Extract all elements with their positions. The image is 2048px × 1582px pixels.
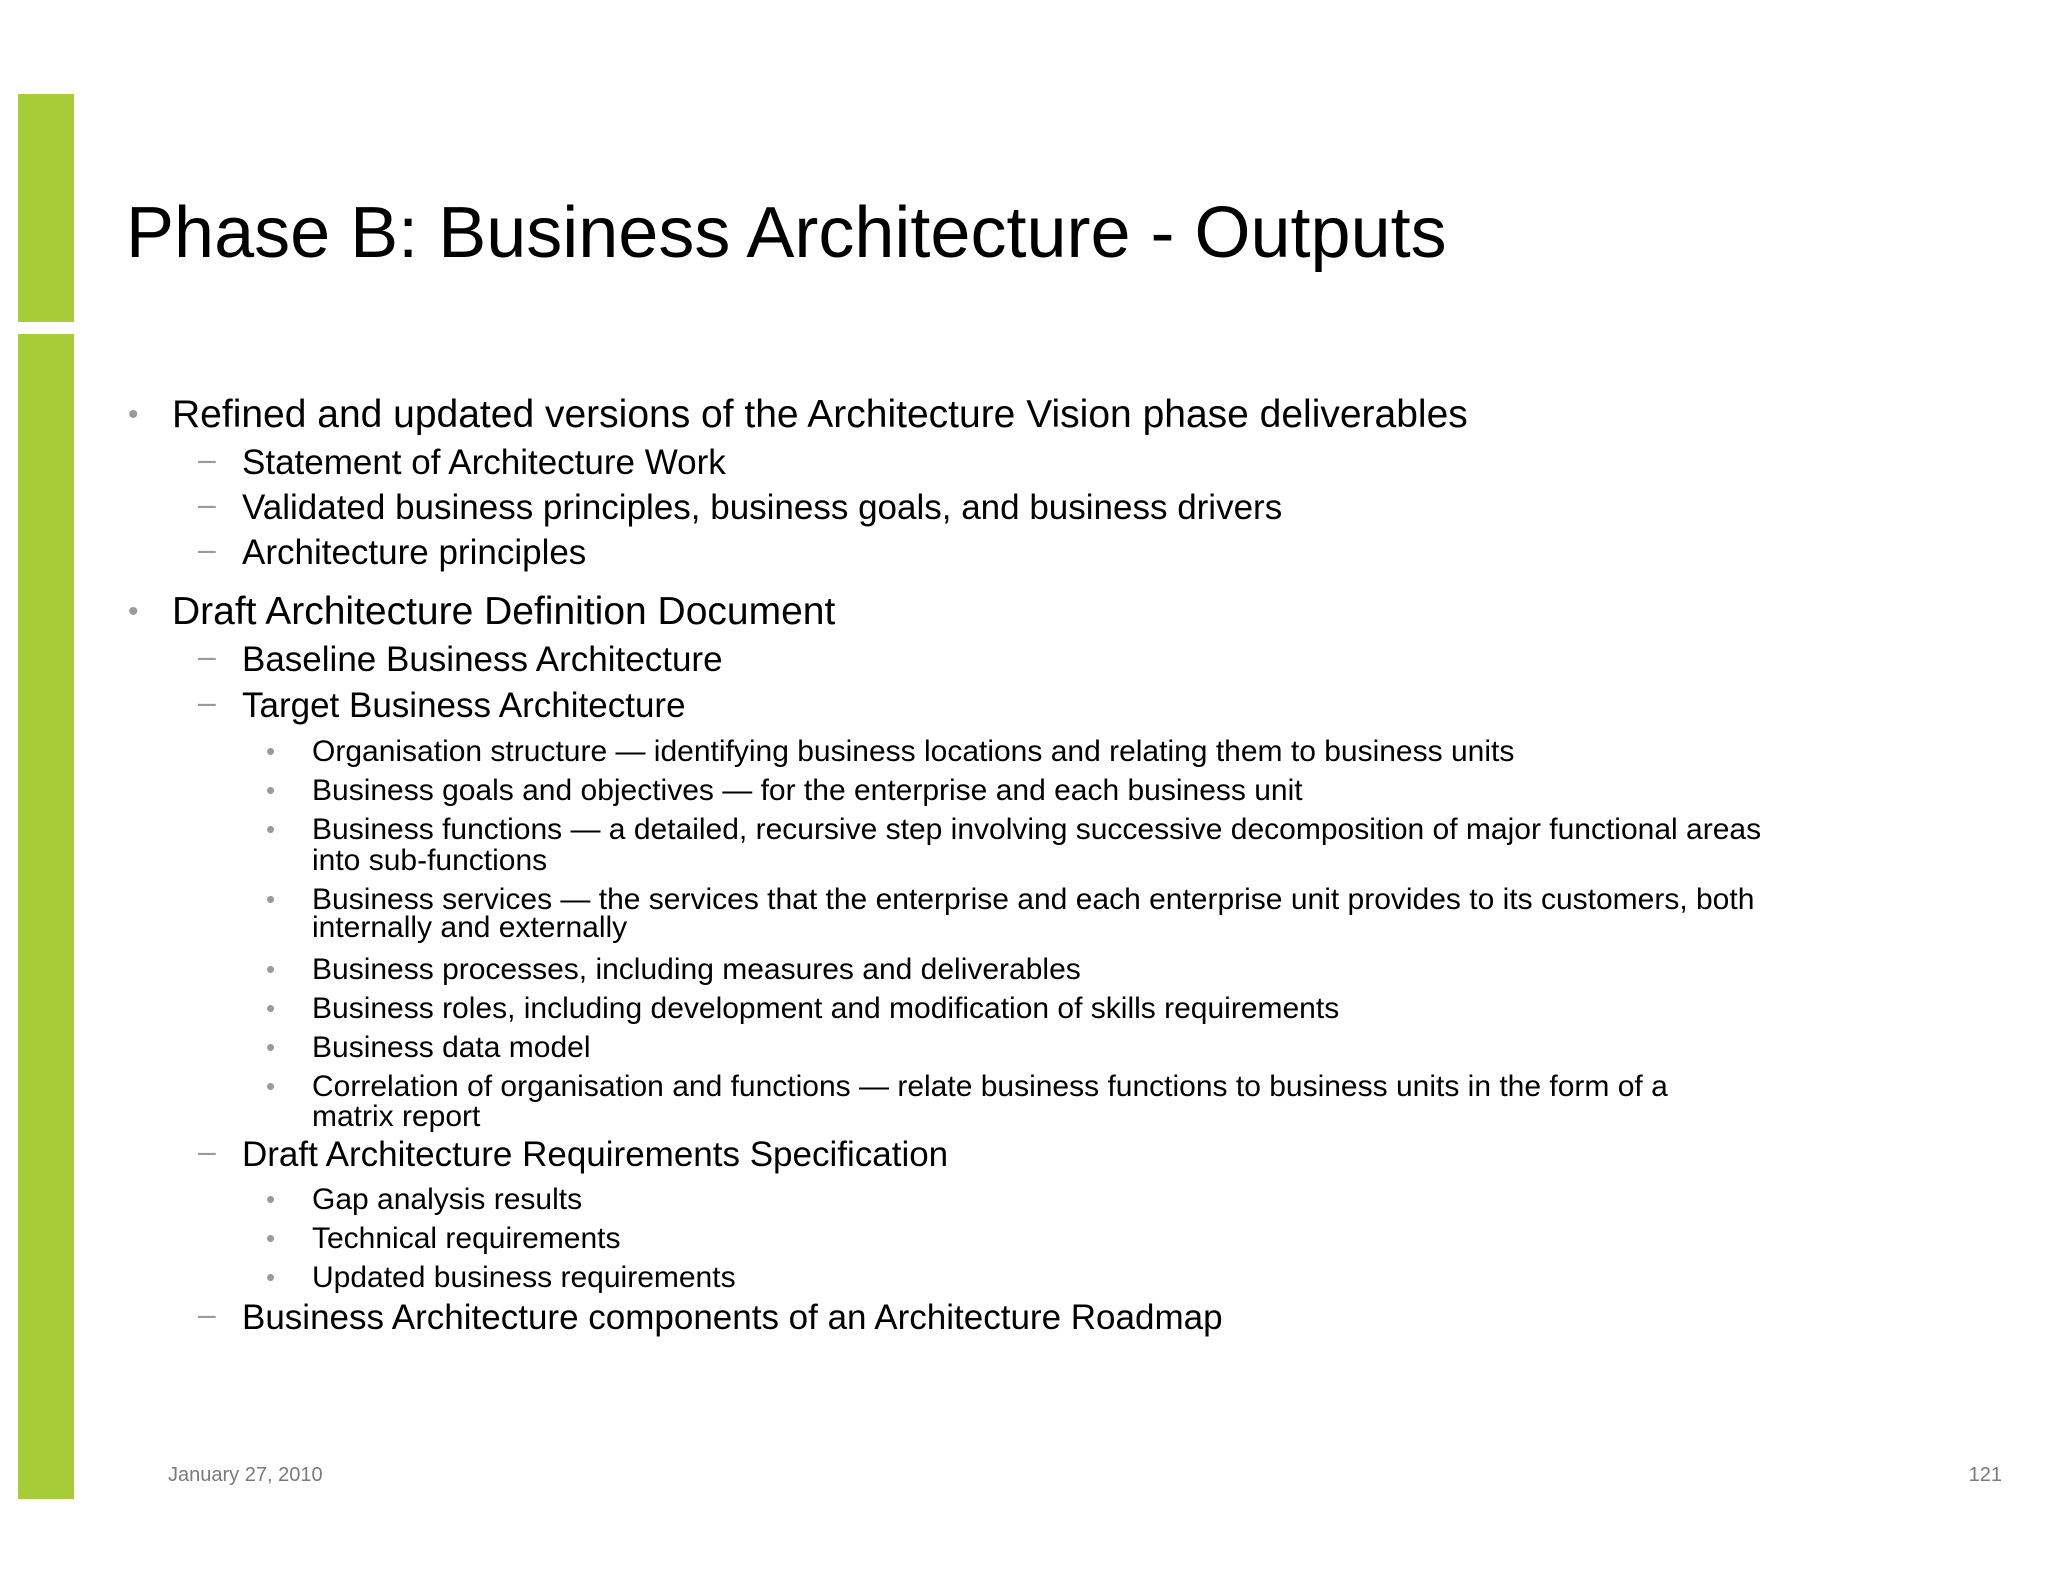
bullet-marker: •	[266, 814, 276, 844]
list-item-text: Business goals and objectives — for the enterprise and each business unit	[312, 774, 1303, 807]
sub-item-draft-ars	[198, 1133, 949, 1176]
list-item-text: Organisation structure — identifying business locations and relating them to business units	[312, 735, 1515, 768]
sub-item-text: Statement of Architecture Work	[242, 443, 726, 482]
sub-item-validated-principles	[198, 486, 1283, 529]
page-number: 121	[1968, 1464, 2002, 1486]
list-item-updated-requirements	[266, 1261, 736, 1294]
dash-marker: –	[198, 1296, 216, 1332]
bullet-marker: •	[266, 736, 276, 766]
dash-marker: –	[198, 684, 216, 720]
bullet-marker: •	[128, 398, 139, 431]
slide-title: Phase B: Business Architecture - Outputs	[126, 193, 1447, 273]
list-item-text: Technical requirements	[312, 1222, 621, 1255]
sub-item-text: Validated business principles, business goals, and business drivers	[242, 488, 1283, 527]
list-item-business-functions	[266, 813, 1762, 846]
bullet-text: Draft Architecture Definition Document	[172, 590, 836, 633]
bullet-marker: •	[266, 1184, 276, 1214]
dash-marker: –	[198, 638, 216, 674]
list-item-text: Business functions — a detailed, recursive step involving successive decomposition of major functional areas	[312, 813, 1762, 846]
list-item-text: Business roles, including development and modification of skills requirements	[312, 992, 1340, 1025]
list-item-business-services-cont	[312, 912, 627, 943]
bullet-marker: •	[266, 1032, 276, 1062]
list-item-business-processes	[266, 953, 1081, 986]
sub-item-text: Architecture principles	[242, 533, 587, 572]
sub-item-text: Baseline Business Architecture	[242, 640, 723, 679]
bullet-marker: •	[266, 1071, 276, 1101]
list-item-correlation	[266, 1070, 1668, 1103]
dash-marker: –	[198, 486, 216, 522]
list-item-organisation-structure	[266, 735, 1515, 768]
bullet-refined-deliverables	[128, 392, 1468, 438]
list-item-text: Gap analysis results	[312, 1183, 583, 1216]
dash-marker: –	[198, 1133, 216, 1169]
bullet-marker: •	[266, 1223, 276, 1253]
list-item-business-goals	[266, 774, 1303, 807]
accent-bar-top	[18, 94, 74, 322]
footer-date: January 27, 2010	[168, 1464, 323, 1486]
list-item-text: Business data model	[312, 1031, 591, 1064]
bullet-marker: •	[128, 595, 139, 628]
dash-marker: –	[198, 441, 216, 477]
sub-item-text: Business Architecture components of an Architecture Roadmap	[242, 1298, 1223, 1337]
list-item-text: internally and externally	[312, 911, 628, 944]
list-item-business-roles	[266, 992, 1340, 1025]
bullet-marker: •	[266, 775, 276, 805]
list-item-text: Business services — the services that the enterprise and each enterprise unit provides to its customers, both	[312, 883, 1755, 916]
list-item-gap-analysis	[266, 1183, 583, 1216]
list-item-text: Correlation of organisation and functions — relate business functions to business units in the form of a	[312, 1070, 1668, 1103]
list-item-text: Business processes, including measures and deliverables	[312, 953, 1081, 986]
sub-item-text: Draft Architecture Requirements Specification	[242, 1135, 949, 1174]
bullet-marker: •	[266, 1262, 276, 1292]
sub-item-baseline	[198, 638, 723, 681]
sub-item-architecture-principles	[198, 531, 587, 574]
list-item-business-data-model	[266, 1031, 591, 1064]
bullet-marker: •	[266, 954, 276, 984]
dash-marker: –	[198, 531, 216, 567]
bullet-draft-add	[128, 589, 836, 635]
list-item-correlation-cont	[312, 1101, 480, 1132]
bullet-marker: •	[266, 884, 276, 914]
list-item-text: matrix report	[312, 1100, 481, 1133]
list-item-text: Updated business requirements	[312, 1261, 736, 1294]
bullet-marker: •	[266, 993, 276, 1023]
list-item-technical-requirements	[266, 1222, 621, 1255]
sub-item-target	[198, 684, 686, 727]
list-item-business-functions-cont	[312, 845, 547, 876]
sub-item-roadmap-components	[198, 1296, 1223, 1339]
accent-bar-bottom	[18, 334, 74, 1499]
bullet-text: Refined and updated versions of the Architecture Vision phase deliverables	[172, 393, 1468, 436]
sub-item-text: Target Business Architecture	[242, 686, 686, 725]
sub-item-statement-of-work	[198, 441, 726, 484]
list-item-text: into sub-functions	[312, 844, 548, 877]
